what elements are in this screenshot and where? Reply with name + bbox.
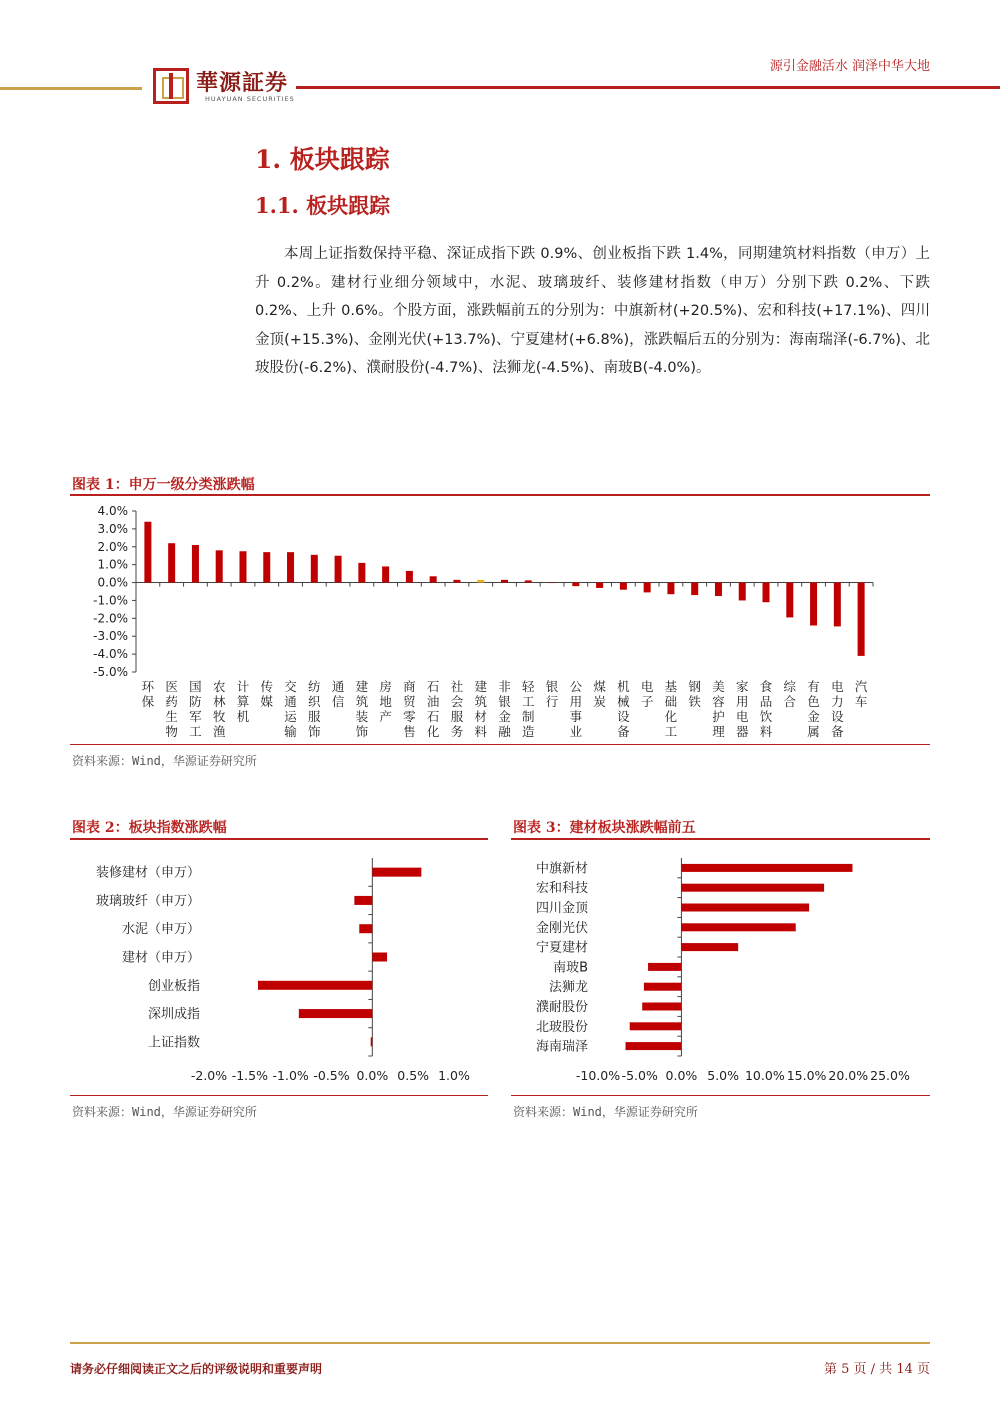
y-tick-label: 4.0% bbox=[97, 504, 128, 518]
x-tick-label: -1.0% bbox=[272, 1068, 309, 1083]
figure-1-caption: 图表 1：申万一级分类涨跌幅 bbox=[72, 477, 255, 493]
y-tick-label: 创业板指 bbox=[147, 978, 200, 994]
x-tick-label: 食品饮料 bbox=[759, 679, 773, 739]
bar-商贸零售 bbox=[406, 571, 413, 583]
x-tick-label: 传媒 bbox=[260, 679, 274, 709]
x-tick-label: 电子 bbox=[640, 679, 654, 709]
bar-宁夏建材 bbox=[681, 943, 738, 951]
figure-2-caption-line bbox=[70, 838, 488, 840]
bar-玻璃玻纤（申万） bbox=[354, 896, 372, 905]
figure-1-source: 资料来源：Wind，华源证券研究所 bbox=[72, 754, 257, 768]
x-tick-label: 商贸零售 bbox=[403, 679, 416, 739]
company-name: 華源証券 bbox=[196, 70, 289, 96]
bar-海南瑞泽 bbox=[626, 1042, 682, 1050]
y-tick-label: 深圳成指 bbox=[147, 1007, 200, 1023]
y-tick-label: -3.0% bbox=[93, 629, 128, 644]
x-tick-label: 25.0% bbox=[870, 1068, 910, 1083]
x-tick-label: 非银金融 bbox=[498, 679, 511, 739]
bar-食品饮料 bbox=[763, 583, 770, 603]
x-tick-label: 纺织服饰 bbox=[308, 679, 321, 739]
figure-3-caption-line bbox=[511, 838, 930, 840]
x-tick-label: 环保 bbox=[141, 679, 155, 709]
bar-纺织服饰 bbox=[311, 555, 318, 583]
bar-国防军工 bbox=[192, 545, 199, 583]
x-tick-label: 0.5% bbox=[397, 1068, 430, 1083]
y-tick-label: -5.0% bbox=[93, 665, 128, 679]
x-tick-label: 0.0% bbox=[665, 1068, 698, 1083]
y-tick-label: 法狮龙 bbox=[548, 980, 588, 996]
summary-paragraph: 本周上证指数保持平稳、深证成指下跌 0.9%、创业板指下跌 1.4%，同期建筑材料指数（申万）上升 0.2%。建材行业细分领域中，水泥、玻璃玻纤、装修建材指数（申万）分别下跌 0.2%、下跌 0.2%、上升 0.6%。个股方面，涨跌幅前五的分别为：中旗新材(+20.5%)、宏和科技(+17.1%)、四川金顶(+15.3%)、金刚光伏(+13.7%)、宁夏建材(+6.8%)，涨跌幅后五的分别为：海南瑞泽(-6.7%)、北玻股份(-6.2%)、濮耐股份(-4.7%)、法狮龙(-4.5%)、南玻B(-4.0%)。 bbox=[255, 246, 930, 376]
y-tick-label: 南玻B bbox=[553, 960, 588, 976]
bar-装修建材（申万） bbox=[372, 868, 421, 877]
bar-医药生物 bbox=[168, 543, 175, 582]
bar-社会服务 bbox=[453, 580, 460, 583]
bar-有色金属 bbox=[810, 583, 817, 626]
x-tick-label: 15.0% bbox=[786, 1068, 827, 1083]
bar-通信 bbox=[335, 556, 342, 583]
x-tick-label: 20.0% bbox=[828, 1068, 869, 1083]
bar-轻工制造 bbox=[525, 580, 532, 582]
bar-钢铁 bbox=[691, 583, 698, 596]
header-divider-gold bbox=[0, 87, 142, 90]
header-divider-red bbox=[296, 86, 1000, 89]
x-tick-label: -5.0% bbox=[621, 1068, 658, 1083]
bar-北玻股份 bbox=[630, 1022, 682, 1030]
y-tick-label: 濮耐股份 bbox=[535, 1000, 588, 1015]
bar-创业板指 bbox=[258, 981, 372, 990]
bar-建材（申万） bbox=[372, 953, 387, 962]
bar-交通运输 bbox=[287, 552, 294, 582]
x-tick-label: 0.0% bbox=[356, 1068, 389, 1083]
x-tick-label: 5.0% bbox=[707, 1068, 740, 1083]
bar-石油石化 bbox=[430, 576, 437, 582]
x-tick-label: 有色金属 bbox=[807, 679, 820, 739]
x-tick-label: -2.0% bbox=[190, 1068, 228, 1083]
y-tick-label: 海南瑞泽 bbox=[535, 1039, 588, 1055]
y-tick-label: 上证指数 bbox=[147, 1035, 200, 1051]
bar-濮耐股份 bbox=[642, 1003, 681, 1011]
x-tick-label: 交通运输 bbox=[284, 679, 297, 739]
x-tick-label: 1.0% bbox=[438, 1068, 470, 1083]
x-tick-label: 基础化工 bbox=[664, 679, 678, 739]
x-tick-label: -1.5% bbox=[231, 1068, 268, 1083]
x-tick-label: 计算机 bbox=[236, 679, 250, 724]
figure-2-caption: 图表 2：板块指数涨跌幅 bbox=[72, 820, 227, 836]
bar-基础化工 bbox=[667, 583, 674, 595]
bar-四川金顶 bbox=[681, 904, 809, 912]
figure-1-bottom-line bbox=[70, 744, 930, 745]
x-tick-label: 通信 bbox=[331, 679, 345, 709]
x-tick-label: 社会服务 bbox=[450, 679, 464, 739]
page-number: 第 5 页 / 共 14 页 bbox=[824, 1362, 930, 1377]
bar-公用事业 bbox=[572, 583, 579, 587]
bar-法狮龙 bbox=[644, 983, 682, 991]
footer-disclaimer: 请务必仔细阅读正文之后的评级说明和重要声明 bbox=[70, 1362, 323, 1376]
y-tick-label: 水泥（申万） bbox=[121, 922, 200, 938]
y-tick-label: 北玻股份 bbox=[535, 1019, 588, 1035]
bar-深圳成指 bbox=[299, 1009, 373, 1018]
y-tick-label: -4.0% bbox=[93, 647, 128, 662]
bar-建筑装饰 bbox=[358, 563, 365, 583]
x-tick-label: 国防军工 bbox=[189, 679, 202, 739]
bar-环保 bbox=[144, 522, 151, 583]
y-tick-label: 2.0% bbox=[97, 539, 128, 554]
x-tick-label: 电力设备 bbox=[831, 679, 844, 739]
chart-top-stocks bbox=[511, 845, 930, 1090]
bar-农林牧渔 bbox=[216, 550, 223, 582]
chart-sector-returns bbox=[70, 500, 930, 740]
y-tick-label: 四川金顶 bbox=[535, 901, 588, 916]
y-tick-label: -2.0% bbox=[93, 611, 128, 626]
figure-1-caption-line bbox=[70, 494, 930, 496]
y-tick-label: 中旗新材 bbox=[535, 861, 588, 877]
x-tick-label: 农林牧渔 bbox=[212, 679, 226, 739]
x-tick-label: 银行 bbox=[545, 679, 559, 709]
figure-3-bottom-line bbox=[511, 1095, 930, 1096]
section-heading: 1. 板块跟踪 bbox=[255, 145, 390, 174]
bar-建筑材料 bbox=[477, 580, 484, 583]
company-name-en: HUAYUAN SECURITIES bbox=[205, 95, 295, 103]
header-slogan: 源引金融活水 润泽中华大地 bbox=[769, 59, 930, 74]
x-tick-label: -10.0% bbox=[575, 1068, 621, 1083]
x-tick-label: 煤炭 bbox=[593, 679, 606, 709]
x-tick-label: 建筑材料 bbox=[474, 679, 487, 739]
x-tick-label: 医药生物 bbox=[165, 679, 178, 739]
y-tick-label: 金刚光伏 bbox=[535, 920, 588, 936]
x-tick-label: 建筑装饰 bbox=[355, 679, 369, 739]
bar-上证指数 bbox=[371, 1037, 373, 1046]
y-tick-label: 1.0% bbox=[97, 557, 128, 572]
chart-index-returns bbox=[70, 845, 488, 1090]
y-tick-label: 玻璃玻纤（申万） bbox=[95, 893, 200, 909]
y-tick-label: 宏和科技 bbox=[535, 881, 588, 897]
bar-水泥（申万） bbox=[359, 924, 372, 933]
bar-综合 bbox=[786, 583, 793, 618]
subsection-heading: 1.1. 板块跟踪 bbox=[255, 193, 391, 218]
bar-电力设备 bbox=[834, 583, 841, 627]
x-tick-label: 房地产 bbox=[379, 679, 392, 724]
figure-2-bottom-line bbox=[70, 1095, 488, 1096]
y-tick-label: 0.0% bbox=[97, 575, 128, 590]
bar-南玻B bbox=[648, 963, 681, 971]
bar-传媒 bbox=[263, 552, 270, 582]
y-tick-label: 装修建材（申万） bbox=[95, 865, 200, 881]
bar-非银金融 bbox=[501, 580, 508, 583]
bar-家用电器 bbox=[739, 583, 746, 601]
footer-divider bbox=[70, 1342, 930, 1344]
bar-中旗新材 bbox=[681, 864, 852, 872]
y-tick-label: 3.0% bbox=[97, 521, 128, 536]
bar-美容护理 bbox=[715, 583, 722, 596]
x-tick-label: 石油石化 bbox=[426, 679, 440, 739]
x-tick-label: 美容护理 bbox=[712, 679, 725, 739]
company-logo-icon bbox=[153, 68, 189, 104]
x-tick-label: 轻工制造 bbox=[522, 679, 535, 739]
figure-2-source: 资料来源：Wind，华源证券研究所 bbox=[72, 1105, 257, 1119]
bar-电子 bbox=[644, 583, 651, 593]
x-tick-label: 10.0% bbox=[744, 1068, 785, 1083]
x-tick-label: 综合 bbox=[783, 679, 797, 709]
figure-3-source: 资料来源：Wind，华源证券研究所 bbox=[513, 1105, 698, 1119]
y-tick-label: 宁夏建材 bbox=[535, 940, 588, 956]
figure-3-caption: 图表 3：建材板块涨跌幅前五 bbox=[513, 820, 696, 836]
bar-汽车 bbox=[858, 583, 865, 656]
bar-金刚光伏 bbox=[681, 923, 795, 931]
y-tick-label: 建材（申万） bbox=[121, 950, 200, 966]
bar-宏和科技 bbox=[681, 884, 824, 892]
y-tick-label: -1.0% bbox=[93, 593, 128, 608]
x-tick-label: 家用电器 bbox=[735, 679, 749, 739]
x-tick-label: 机械设备 bbox=[617, 679, 630, 739]
x-tick-label: 公用事业 bbox=[569, 679, 583, 739]
x-tick-label: -0.5% bbox=[313, 1068, 350, 1083]
bar-机械设备 bbox=[620, 583, 627, 590]
bar-计算机 bbox=[239, 551, 246, 582]
bar-房地产 bbox=[382, 566, 389, 582]
bar-银行 bbox=[549, 583, 556, 584]
x-tick-label: 钢铁 bbox=[688, 679, 701, 709]
bar-煤炭 bbox=[596, 583, 603, 588]
x-tick-label: 汽车 bbox=[854, 679, 868, 709]
